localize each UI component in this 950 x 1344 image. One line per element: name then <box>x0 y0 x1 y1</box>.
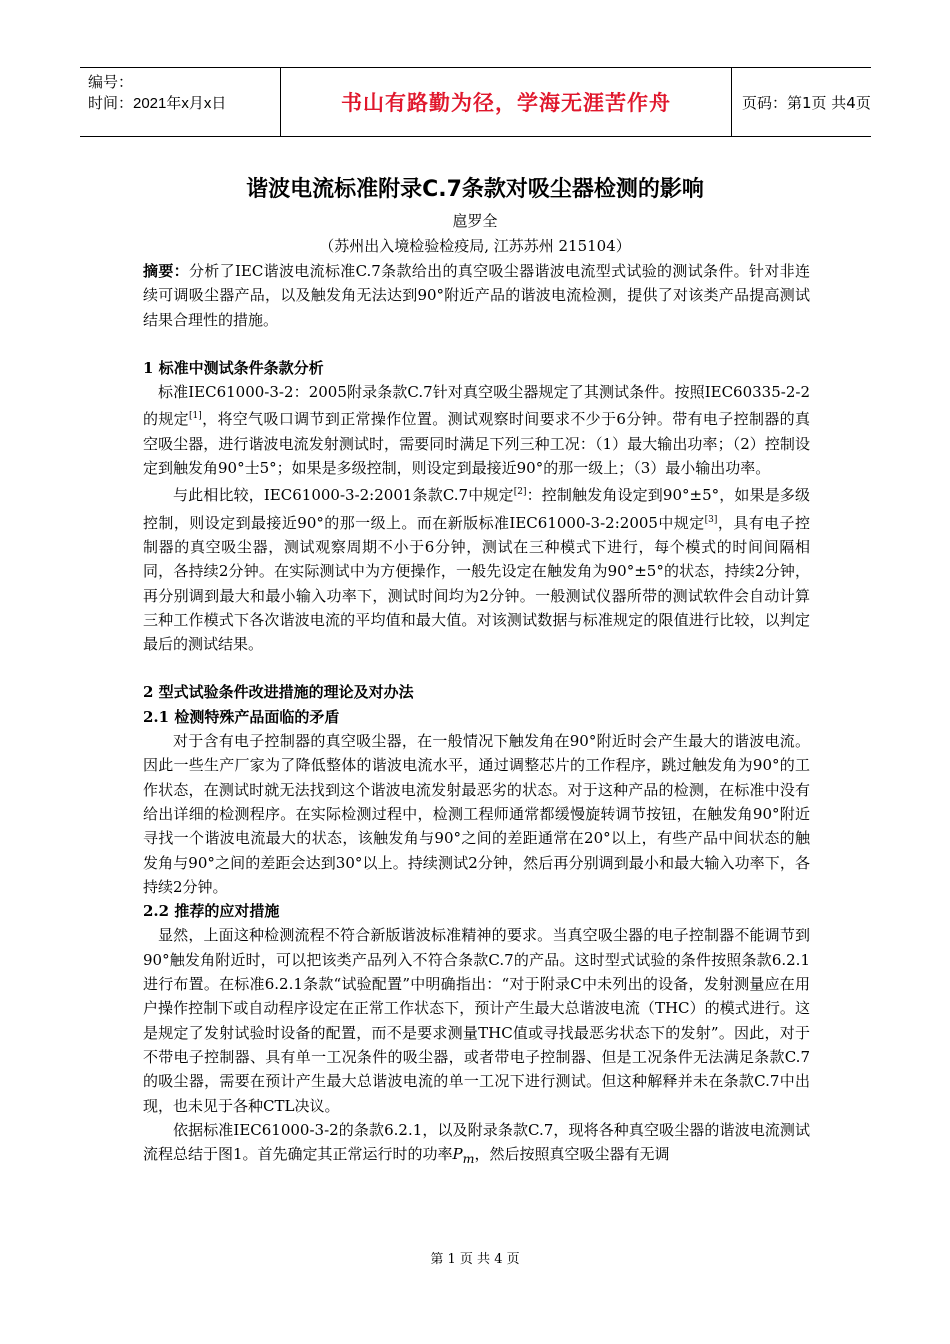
paper-author: 扈罗全 <box>452 212 498 230</box>
section-1-heading: 1 标准中测试条件条款分析 <box>143 358 324 377</box>
document-number: 编号： <box>88 74 134 91</box>
paper-title: 谐波电流标准附录C.7条款对吸尘器检测的影响 <box>246 177 704 202</box>
paragraph-4: 显然，上面这种检测流程不符合新版谐波标准精神的要求。当真空吸尘器的电子控制器不能调节到90°触发角附近时，可以把该类产品列入不符合条款C.7的产品。这时型式试验的条件按照条款6.2.1进行布置。在标准6.2.1条款“试验配置”中明确指出：“对于附录C中未列出的设备，发射测量应在用户操作控制下或自动程序设定在正常工作状态下，预计产生最大总谐波电流（THC）的模式进行。这是规定了发射试验时设备的配置，而不是要求测量THC值或寻找最恶劣状态下的发射”。因此，对于不带电子控制器、具有单一工况条件的吸尘器，或者带电子控制器、但是工况条件无法满足条款C.7的吸尘器，需要在预计产生最大总谐波电流的单一工况下进行测试。但这种解释并未在条款C.7中出现，也未见于各种CTL决议。 <box>143 926 810 1115</box>
page-header <box>80 67 871 137</box>
header-motto: 书山有路勤为径，学海无涯苦作舟 <box>341 91 671 115</box>
power-symbol: P <box>452 1145 463 1164</box>
paragraph-1: 标准IEC61000-3-2：2005附录条款C.7针对真空吸尘器规定了其测试条件。按照IEC60335-2-2的规定[1]，将空气吸口调节到正常操作位置。测试观察时间要求不少于6分钟。带有电子控制器的真空吸尘器，进行谐波电流发射测试时，需要同时满足下列三种工况：（1）最大输出功率；（2）控制设定到触发角90°士5°；如果是多级控制，则设定到最接近90°的那一级上；（3）最小输出功率。 <box>143 383 810 478</box>
document-time: 时间：2021年x月x日 <box>88 95 227 112</box>
header-meta <box>80 68 280 136</box>
citation-ref: [1] <box>189 411 202 422</box>
paper-affiliation: （苏州出入境检验检疫局, 江苏苏州 215104） <box>319 237 631 255</box>
header-motto-cell <box>280 68 732 136</box>
citation-ref: [3] <box>704 514 718 525</box>
paper-body <box>143 259 810 1171</box>
section-2-heading: 2 型式试验条件改进措施的理论及对办法 <box>143 683 414 702</box>
paragraph-3: 对于含有电子控制器的真空吸尘器，在一般情况下触发角在90°附近时会产生最大的谐波电流。因此一些生产厂家为了降低整体的谐波电流水平，通过调整芯片的工作程序，跳过触发角为90°的工作状态，在测试时就无法找到这个谐波电流发射最恶劣的状态。对于这种产品的检测，在标准中没有给出详细的检测程序。在实际检测过程中，检测工程师通常都缓慢旋转调节按钮，在触发角90°附近寻找一个谐波电流最大的状态，该触发角与90°之间的差距通常在20°以上，有些产品中间状态的触发角与90°之间的差距会达到30°以上。持续测试2分钟，然后再分别调到最小和最大输入功率下，各持续2分钟。 <box>143 732 810 896</box>
page-footer: 第 1 页 共 4 页 <box>430 1252 520 1267</box>
paragraph-2: 与此相比较，IEC61000-3-2:2001条款C.7中规定[2]：控制触发角设定到90°±5°，如果是多级控制，则设定到最接近90°的那一级上。而在新版标准IEC61000-3-2:2005中规定[3]，具有电子控制器的真空吸尘器，测试观察周期不小于6分钟，测试在三种模式下进行，每个模式的时间间隔相同，各持续2分钟。在实际测试中为方便操作，一般先设定在触发角为90°±5°的状态，持续2分钟，再分别调到最大和最小输入功率下，测试时间均为2分钟。一般测试仪器所带的测试软件会自动计算三种工作模式下各次谐波电流的平均值和最大值。对该测试数据与标准规定的限值进行比较，以判定最后的测试结果。 <box>143 486 811 654</box>
abstract <box>143 259 810 332</box>
header-page-info: 页码：第1页 共4页 <box>742 93 871 112</box>
citation-ref: [2] <box>513 487 527 498</box>
paragraph-5: 依据标准IEC61000-3-2的条款6.2.1，以及附录条款C.7，现将各种真空吸尘器的谐波电流测试流程总结于图1。首先确定其正常运行时的功率$P_m$，然后按照真空吸尘器有无调 <box>143 1120 810 1167</box>
section-2-2-heading: 2.2 推荐的应对措施 <box>143 902 280 921</box>
section-2-1-heading: 2.1 检测特殊产品面临的矛盾 <box>143 707 340 726</box>
abstract-label: 摘要： <box>143 262 189 280</box>
abstract-text: 分析了IEC谐波电流标准C.7条款给出的真空吸尘器谐波电流型式试验的测试条件。针对非连续可调吸尘器产品，以及触发角无法达到90°附近产品的谐波电流检测，提供了对该类产品提高测试结果合理性的措施。 <box>143 262 810 329</box>
